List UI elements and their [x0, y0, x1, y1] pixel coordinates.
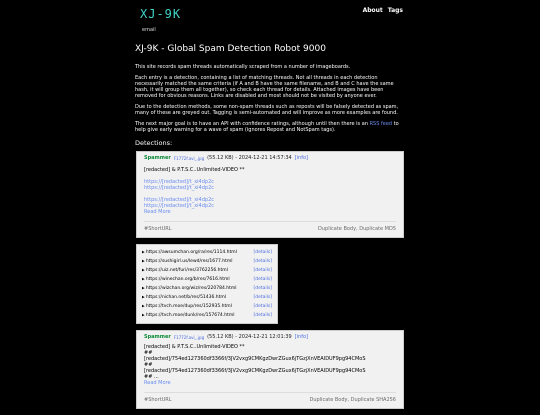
thread-row [142, 302, 272, 311]
info-link[interactable]: [info] [294, 155, 308, 161]
thread-details-link[interactable]: [details] [253, 250, 272, 255]
post-text: ## [144, 362, 153, 368]
spammer-label: Spammer [144, 155, 171, 161]
detection-body [144, 344, 396, 386]
post-text: [redacted] & P.T.S.C..Unlimited-VIDEO ** [144, 167, 245, 173]
intro-paragraph-2: Each entry is a detection, containing a list of matching threads. Not all threads in each detection necessarily matched the same criteria (if A and B have the same filename, and B and C have the same hash, it will group them all together), so check each thread for details. Attached images have been removed for obvious reasons. Links are disabled and most should not be visited by anyone ever. [135, 75, 394, 99]
api-text-pre: The next major goal is to have an API with confidence ratings, although until then there is an [135, 121, 370, 127]
site-subtitle: email [142, 27, 156, 33]
detection-body [144, 167, 396, 215]
detection-header [144, 334, 396, 340]
thread-details-link[interactable]: [details] [253, 286, 272, 291]
intro-paragraph-3: Due to the detection methods, some non-spam threads such as reposts will be falsely detected as spam, many of these are greyed out. Tagging is semi-automated and will improve as more examples are found. [135, 104, 399, 116]
image-filename-link[interactable]: F1772f.avi_.jpg [173, 334, 205, 340]
file-meta: (55.12 KB) - 2024-12-21 14:57:34 [207, 155, 292, 161]
thread-url[interactable]: ▶ https://nichan.net/b/res/51436.html [142, 293, 226, 302]
api-paragraph [135, 121, 405, 133]
main-content [135, 40, 405, 415]
tag-label[interactable]: #ShortURL [144, 397, 172, 403]
post-link[interactable]: https://[redacted]/t_xi4dp2c [144, 179, 214, 185]
thread-url[interactable]: ▶ https://awsumchan.org/ra/res/1114.html [142, 248, 237, 257]
thread-url[interactable]: ▶ https://wizchan.org/wiz/res/220784.html [142, 284, 237, 293]
detection-header [144, 155, 396, 161]
thread-row [142, 266, 272, 275]
read-more-link[interactable]: Read More [144, 380, 171, 386]
thread-details-link[interactable]: [details] [253, 277, 272, 282]
match-criteria: Duplicate Body, Duplicate MD5 [318, 226, 396, 232]
post-text: [redacted]/754ed127360df3366f/3JV2vxg9CMKgzDwrZGux6jTGzjXnVEAIDUF9pg94CMoS [144, 368, 366, 374]
thread-row [142, 275, 272, 284]
top-nav [363, 7, 403, 14]
detection-card [136, 151, 404, 238]
thread-url[interactable]: ▶ https://winechan.org/b/res/7616.html [142, 275, 230, 284]
thread-details-link[interactable]: [details] [253, 259, 272, 264]
thread-details-link[interactable]: [details] [253, 295, 272, 300]
nav-about-link[interactable]: About [362, 7, 383, 14]
post-link[interactable]: https://[redacted]/t_xi4dp2c [144, 203, 214, 209]
thread-row [142, 248, 272, 257]
image-filename-link[interactable]: F1772f.avi_.jpg [173, 155, 205, 161]
thread-row [142, 257, 272, 266]
detection-footer [144, 221, 396, 235]
detections-heading: Detections: [135, 139, 173, 147]
post-text: [redacted]/754ed127360df3366f/3JV2vxg9CMKgzDwrZGux6jTGzjXnVEAIDUF9pg94CMoS [144, 356, 366, 362]
api-text-post: to help give early warning for a wave of spam (ignores Repost and NotSpam tags). [135, 121, 399, 133]
thread-details-link[interactable]: [details] [253, 304, 272, 309]
post-link[interactable]: https://[redacted]/t_xi4dp2c [144, 185, 214, 191]
thread-details-link[interactable]: [details] [253, 313, 272, 318]
page-title: XJ-9K - Global Spam Detection Robot 9000 [135, 44, 326, 54]
thread-url[interactable]: ▶ https://sushigirl.us/lewd/res/1677.html [142, 257, 233, 266]
thread-details-link[interactable]: [details] [253, 268, 272, 273]
spammer-label: Spammer [144, 334, 171, 340]
nav-tags-link[interactable]: Tags [387, 7, 403, 14]
thread-url[interactable]: ▶ https://tvch.moe/dup/res/152935.html [142, 302, 232, 311]
intro-paragraph-1: This site records spam threads automatically scraped from a number of imageboards. [135, 64, 351, 70]
read-more-link[interactable]: Read More [144, 209, 171, 215]
file-meta: (55.12 KB) - 2024-12-21 12:01:39 [207, 334, 292, 340]
site-logo[interactable]: XJ-9K [140, 7, 182, 21]
post-text: ## ... [144, 374, 159, 380]
thread-list [136, 244, 278, 324]
rss-feed-link[interactable]: RSS feed [369, 121, 393, 127]
thread-url[interactable]: ▶ https://uiz.net/furi/res/3762256.html [142, 266, 228, 275]
post-link[interactable]: https://[redacted]/t_xi4dp2c [144, 197, 214, 203]
thread-row [142, 311, 272, 320]
thread-row [142, 284, 272, 293]
thread-row [142, 293, 272, 302]
info-link[interactable]: [info] [294, 334, 308, 340]
match-criteria: Duplicate Body, Duplicate SHA256 [309, 397, 396, 403]
post-text: [redacted] & P.T.S.C..Unlimited-VIDEO ** [144, 344, 245, 350]
detection-card [136, 330, 404, 409]
detection-footer [144, 392, 396, 406]
post-text: ## [144, 350, 153, 356]
thread-url[interactable]: ▶ https://tvch.moe/dunk/res/157674.html [142, 311, 234, 320]
tag-label[interactable]: #ShortURL [144, 226, 172, 232]
